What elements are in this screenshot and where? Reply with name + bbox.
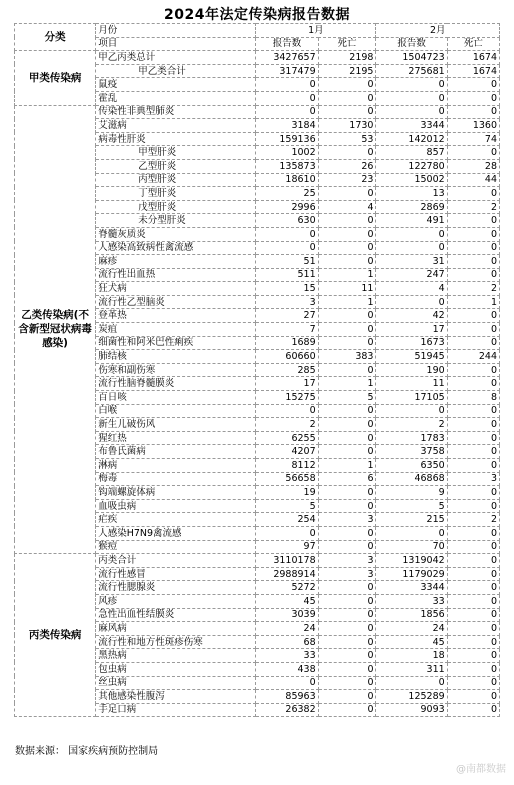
disease-name: 麻风病 [96, 622, 256, 636]
month1-deaths: 0 [318, 255, 376, 269]
month1-deaths: 0 [318, 187, 376, 201]
month1-deaths: 0 [318, 241, 376, 255]
month1-deaths: 0 [318, 622, 376, 636]
month2-deaths: 0 [447, 649, 499, 663]
month1-deaths: 0 [318, 445, 376, 459]
month1-cases: 438 [256, 662, 318, 676]
header-row-month [15, 24, 500, 38]
month1-cases: 60660 [256, 350, 318, 364]
month1-cases: 3039 [256, 608, 318, 622]
month2-cases: 18 [376, 649, 447, 663]
month2-cases: 11 [376, 377, 447, 391]
month2-cases: 9 [376, 486, 447, 500]
month1-deaths: 0 [318, 214, 376, 228]
month1-cases: 1689 [256, 336, 318, 350]
month-header: 月份 [96, 24, 256, 38]
month1-cases: 159136 [256, 132, 318, 146]
month1-deaths: 0 [318, 676, 376, 690]
disease-name: 其他感染性腹泻 [96, 690, 256, 704]
disease-name: 传染性非典型肺炎 [96, 105, 256, 119]
disease-name: 淋病 [96, 459, 256, 473]
month2-cases: 1783 [376, 431, 447, 445]
category-b-label: 乙类传染病(不含新型冠状病毒感染) [15, 105, 96, 554]
month2-cases: 0 [376, 105, 447, 119]
month2-deaths: 3 [447, 472, 499, 486]
category-a-label: 甲类传染病 [15, 51, 96, 105]
month2-cases: 0 [376, 78, 447, 92]
month1-deaths: 0 [318, 309, 376, 323]
disease-name: 丁型肝炎 [96, 187, 256, 201]
month2-deaths: 0 [447, 499, 499, 513]
month1-cases: 18610 [256, 173, 318, 187]
month1-deaths: 5 [318, 391, 376, 405]
month2-cases: 33 [376, 594, 447, 608]
month1-deaths: 0 [318, 323, 376, 337]
disease-name: 甲乙丙类总计 [96, 51, 256, 65]
month2-deaths: 2 [447, 513, 499, 527]
month2-cases: 3344 [376, 581, 447, 595]
month1-cases: 51 [256, 255, 318, 269]
month2-deaths: 0 [447, 255, 499, 269]
month1-deaths: 0 [318, 486, 376, 500]
month1-deaths: 6 [318, 472, 376, 486]
disease-name: 风疹 [96, 594, 256, 608]
disease-name: 猩红热 [96, 431, 256, 445]
disease-name: 戊型肝炎 [96, 200, 256, 214]
month1-cases: 27 [256, 309, 318, 323]
month2-cases: 142012 [376, 132, 447, 146]
month2-deaths: 0 [447, 594, 499, 608]
month1-deaths: 23 [318, 173, 376, 187]
data-source-note: 数据来源： 国家疾病预防控制局 [15, 746, 159, 757]
category-header: 分类 [15, 24, 96, 51]
disease-name: 肺结核 [96, 350, 256, 364]
month2-deaths-header: 死亡 [447, 37, 499, 51]
month2-deaths: 0 [447, 459, 499, 473]
disease-name: 疟疾 [96, 513, 256, 527]
month1-deaths: 11 [318, 282, 376, 296]
watermark: @南都数据 [456, 764, 506, 775]
month1-cases: 0 [256, 241, 318, 255]
month2-deaths: 0 [447, 431, 499, 445]
month2-deaths: 0 [447, 309, 499, 323]
month1-deaths: 0 [318, 703, 376, 717]
month2-cases: 4 [376, 282, 447, 296]
month2-deaths: 0 [447, 567, 499, 581]
month2-cases: 0 [376, 526, 447, 540]
disease-name: 手足口病 [96, 703, 256, 717]
month2-deaths: 0 [447, 703, 499, 717]
month2-deaths: 0 [447, 635, 499, 649]
disease-name: 伤寒和副伤寒 [96, 363, 256, 377]
month2-cases: 0 [376, 676, 447, 690]
month1-cases: 0 [256, 676, 318, 690]
month2-cases: 247 [376, 268, 447, 282]
month2-cases: 0 [376, 227, 447, 241]
month2-deaths: 0 [447, 241, 499, 255]
disease-name: 包虫病 [96, 662, 256, 676]
month2-deaths: 0 [447, 540, 499, 554]
month1-deaths: 0 [318, 146, 376, 160]
month1-cases: 19 [256, 486, 318, 500]
month2-deaths: 1360 [447, 119, 499, 133]
disease-name: 流行性脑脊髓膜炎 [96, 377, 256, 391]
disease-name: 流行性腮腺炎 [96, 581, 256, 595]
month1-cases: 0 [256, 227, 318, 241]
month2-deaths: 0 [447, 91, 499, 105]
month1-cases: 15275 [256, 391, 318, 405]
month2-deaths: 0 [447, 363, 499, 377]
month2-deaths: 1 [447, 295, 499, 309]
month2-deaths: 0 [447, 676, 499, 690]
month1-cases: 317479 [256, 64, 318, 78]
month2-deaths: 0 [447, 404, 499, 418]
month2-deaths: 0 [447, 622, 499, 636]
month2-cases: 215 [376, 513, 447, 527]
month2-deaths: 0 [447, 445, 499, 459]
month1-cases: 630 [256, 214, 318, 228]
month2-cases-header: 报告数 [376, 37, 447, 51]
month1-deaths: 0 [318, 608, 376, 622]
month2-cases: 5 [376, 499, 447, 513]
disease-name: 新生儿破伤风 [96, 418, 256, 432]
disease-name: 百日咳 [96, 391, 256, 405]
month1-cases: 85963 [256, 690, 318, 704]
month1-deaths: 0 [318, 594, 376, 608]
month2-cases: 3344 [376, 119, 447, 133]
month1-deaths: 0 [318, 91, 376, 105]
disease-name: 血吸虫病 [96, 499, 256, 513]
disease-name: 流行性和地方性斑疹伤寒 [96, 635, 256, 649]
month2-cases: 6350 [376, 459, 447, 473]
month2-cases: 0 [376, 91, 447, 105]
disease-name: 麻疹 [96, 255, 256, 269]
month2-cases: 17105 [376, 391, 447, 405]
month2-deaths: 0 [447, 377, 499, 391]
month1-cases: 3184 [256, 119, 318, 133]
month1-header: 1月 [256, 24, 376, 38]
disease-name: 急性出血性结膜炎 [96, 608, 256, 622]
month1-deaths: 0 [318, 431, 376, 445]
month2-deaths: 0 [447, 581, 499, 595]
month1-cases: 0 [256, 404, 318, 418]
month2-cases: 46868 [376, 472, 447, 486]
month2-header: 2月 [376, 24, 500, 38]
disease-name: 流行性感冒 [96, 567, 256, 581]
month1-deaths: 26 [318, 159, 376, 173]
month1-cases: 97 [256, 540, 318, 554]
month2-deaths: 28 [447, 159, 499, 173]
month2-cases: 190 [376, 363, 447, 377]
month1-cases: 7 [256, 323, 318, 337]
month1-deaths: 3 [318, 513, 376, 527]
month1-cases: 2988914 [256, 567, 318, 581]
month2-deaths: 0 [447, 214, 499, 228]
disease-name: 炭疽 [96, 323, 256, 337]
month2-cases: 125289 [376, 690, 447, 704]
month1-cases: 56658 [256, 472, 318, 486]
month2-cases: 1319042 [376, 554, 447, 568]
month2-cases: 31 [376, 255, 447, 269]
month2-cases: 0 [376, 295, 447, 309]
disease-name: 人感染高致病性禽流感 [96, 241, 256, 255]
month2-cases: 15002 [376, 173, 447, 187]
disease-name: 霍乱 [96, 91, 256, 105]
month2-deaths: 2 [447, 200, 499, 214]
month2-deaths: 0 [447, 486, 499, 500]
month2-cases: 51945 [376, 350, 447, 364]
month2-deaths: 0 [447, 336, 499, 350]
disease-name: 未分型肝炎 [96, 214, 256, 228]
disease-report-table [14, 23, 500, 717]
month2-deaths: 2 [447, 282, 499, 296]
month1-deaths: 1 [318, 268, 376, 282]
month2-cases: 42 [376, 309, 447, 323]
disease-name: 丝虫病 [96, 676, 256, 690]
month2-deaths: 0 [447, 418, 499, 432]
item-header: 项目 [96, 37, 256, 51]
month2-deaths: 74 [447, 132, 499, 146]
month1-cases: 45 [256, 594, 318, 608]
month2-deaths: 8 [447, 391, 499, 405]
disease-name: 乙型肝炎 [96, 159, 256, 173]
month2-cases: 3758 [376, 445, 447, 459]
month1-deaths: 1 [318, 377, 376, 391]
disease-name: 白喉 [96, 404, 256, 418]
month1-deaths: 3 [318, 554, 376, 568]
month1-deaths: 0 [318, 581, 376, 595]
month1-deaths: 2198 [318, 51, 376, 65]
month1-cases: 1002 [256, 146, 318, 160]
month1-cases: 15 [256, 282, 318, 296]
month1-cases: 5272 [256, 581, 318, 595]
month2-deaths: 0 [447, 146, 499, 160]
month1-deaths: 1730 [318, 119, 376, 133]
month1-cases: 3427657 [256, 51, 318, 65]
page-title: 2024年法定传染病报告数据 [164, 7, 350, 23]
table-row [15, 51, 500, 65]
month1-cases: 2996 [256, 200, 318, 214]
month1-deaths: 3 [318, 567, 376, 581]
month2-cases: 17 [376, 323, 447, 337]
month2-deaths: 0 [447, 78, 499, 92]
disease-name: 鼠疫 [96, 78, 256, 92]
month2-cases: 1179029 [376, 567, 447, 581]
month2-deaths: 0 [447, 526, 499, 540]
month2-cases: 2869 [376, 200, 447, 214]
disease-name: 猴痘 [96, 540, 256, 554]
month2-deaths: 0 [447, 187, 499, 201]
month1-deaths: 0 [318, 418, 376, 432]
month1-deaths: 0 [318, 540, 376, 554]
disease-name: 登革热 [96, 309, 256, 323]
month2-cases: 311 [376, 662, 447, 676]
month1-cases: 24 [256, 622, 318, 636]
category-c-label: 丙类传染病 [15, 554, 96, 717]
month1-cases: 25 [256, 187, 318, 201]
month2-cases: 24 [376, 622, 447, 636]
month1-deaths: 0 [318, 227, 376, 241]
month1-deaths: 0 [318, 662, 376, 676]
table-row [15, 554, 500, 568]
disease-name: 流行性乙型脑炎 [96, 295, 256, 309]
disease-name: 细菌性和阿米巴性痢疾 [96, 336, 256, 350]
month2-deaths: 0 [447, 268, 499, 282]
month1-deaths: 0 [318, 690, 376, 704]
month2-cases: 2 [376, 418, 447, 432]
month1-cases: 0 [256, 526, 318, 540]
month1-deaths: 1 [318, 459, 376, 473]
month2-deaths: 1674 [447, 51, 499, 65]
month1-deaths: 1 [318, 295, 376, 309]
month1-deaths: 53 [318, 132, 376, 146]
month2-cases: 275681 [376, 64, 447, 78]
month1-cases-header: 报告数 [256, 37, 318, 51]
month2-cases: 13 [376, 187, 447, 201]
disease-name: 布鲁氏菌病 [96, 445, 256, 459]
month2-deaths: 0 [447, 690, 499, 704]
month1-cases: 3110178 [256, 554, 318, 568]
month1-cases: 5 [256, 499, 318, 513]
disease-name: 流行性出血热 [96, 268, 256, 282]
month1-cases: 254 [256, 513, 318, 527]
month2-cases: 70 [376, 540, 447, 554]
month2-deaths: 0 [447, 608, 499, 622]
disease-name: 甲型肝炎 [96, 146, 256, 160]
month2-deaths: 0 [447, 323, 499, 337]
month1-cases: 3 [256, 295, 318, 309]
disease-name: 狂犬病 [96, 282, 256, 296]
month2-cases: 9093 [376, 703, 447, 717]
month2-deaths: 0 [447, 662, 499, 676]
month2-cases: 0 [376, 404, 447, 418]
month1-cases: 0 [256, 105, 318, 119]
month1-deaths: 0 [318, 404, 376, 418]
month2-cases: 1856 [376, 608, 447, 622]
month1-deaths: 0 [318, 336, 376, 350]
month1-cases: 4207 [256, 445, 318, 459]
month1-cases: 33 [256, 649, 318, 663]
month1-cases: 8112 [256, 459, 318, 473]
month1-cases: 26382 [256, 703, 318, 717]
month2-cases: 491 [376, 214, 447, 228]
month1-deaths: 0 [318, 363, 376, 377]
month2-cases: 122780 [376, 159, 447, 173]
disease-name: 梅毒 [96, 472, 256, 486]
month1-cases: 2 [256, 418, 318, 432]
month1-cases: 68 [256, 635, 318, 649]
disease-name: 丙类合计 [96, 554, 256, 568]
month2-deaths: 44 [447, 173, 499, 187]
month1-deaths: 0 [318, 526, 376, 540]
month2-deaths: 0 [447, 227, 499, 241]
month1-deaths-header: 死亡 [318, 37, 376, 51]
month1-deaths: 4 [318, 200, 376, 214]
month2-cases: 857 [376, 146, 447, 160]
month1-cases: 0 [256, 91, 318, 105]
month1-cases: 511 [256, 268, 318, 282]
month1-deaths: 383 [318, 350, 376, 364]
month1-cases: 285 [256, 363, 318, 377]
disease-name: 钩端螺旋体病 [96, 486, 256, 500]
disease-name: 丙型肝炎 [96, 173, 256, 187]
month1-deaths: 2195 [318, 64, 376, 78]
disease-name: 甲乙类合计 [96, 64, 256, 78]
disease-name: 黑热病 [96, 649, 256, 663]
month1-deaths: 0 [318, 499, 376, 513]
disease-name: 艾滋病 [96, 119, 256, 133]
month1-cases: 0 [256, 78, 318, 92]
month2-cases: 45 [376, 635, 447, 649]
month2-cases: 1673 [376, 336, 447, 350]
month1-cases: 135873 [256, 159, 318, 173]
disease-name: 脊髓灰质炎 [96, 227, 256, 241]
month1-deaths: 0 [318, 105, 376, 119]
month1-deaths: 0 [318, 635, 376, 649]
month2-deaths: 0 [447, 554, 499, 568]
month2-deaths: 244 [447, 350, 499, 364]
month1-cases: 17 [256, 377, 318, 391]
month2-cases: 1504723 [376, 51, 447, 65]
disease-name: 病毒性肝炎 [96, 132, 256, 146]
disease-name: 人感染H7N9禽流感 [96, 526, 256, 540]
month1-deaths: 0 [318, 649, 376, 663]
month1-cases: 6255 [256, 431, 318, 445]
month2-deaths: 1674 [447, 64, 499, 78]
month2-deaths: 0 [447, 105, 499, 119]
month2-cases: 0 [376, 241, 447, 255]
month1-deaths: 0 [318, 78, 376, 92]
table-row [15, 105, 500, 119]
